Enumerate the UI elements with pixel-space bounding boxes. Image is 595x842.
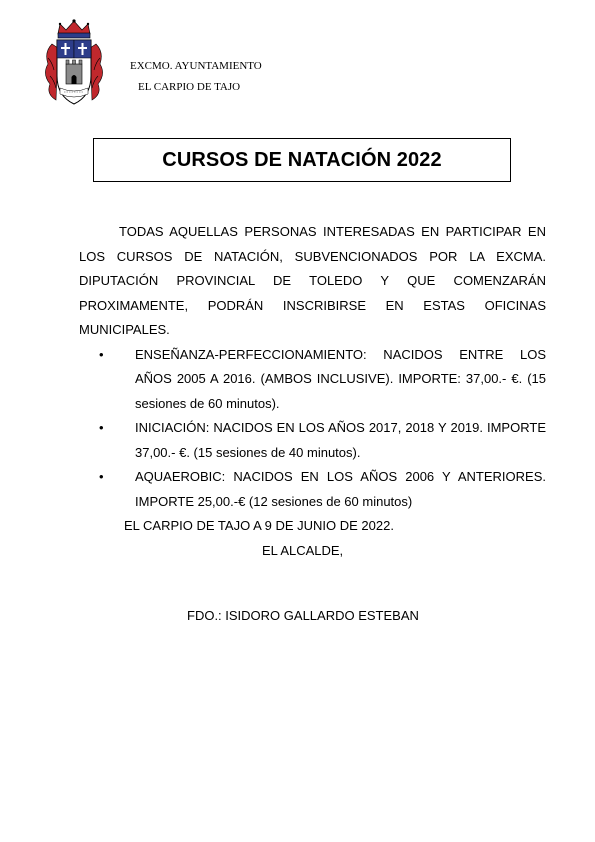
- header-line-ayuntamiento: EXCMO. AYUNTAMIENTO: [130, 60, 262, 72]
- intro-paragraph: TODAS AQUELLAS PERSONAS INTERESADAS EN PARTICIPAR EN LOS CURSOS DE NATACIÓN, SUBVENCIONADOS POR LA EXCMA. DIPUTACIÓN PROVINCIAL DE TOLEDO Y QUE COMENZARÁN PROXIMAMENTE, PODRÁN INSCRIBIRSE EN ESTAS OFICINAS MUNICIPALES.: [79, 224, 546, 337]
- header-line-town: EL CARPIO DE TAJO: [138, 81, 241, 93]
- list-item: [79, 343, 546, 417]
- municipal-crest-logo: [42, 18, 106, 110]
- bullet-icon: •: [99, 420, 104, 435]
- bullet-icon: •: [99, 346, 104, 362]
- signature-date: EL CARPIO DE TAJO A 9 DE JUNIO DE 2022.: [124, 518, 394, 533]
- page-title: CURSOS DE NATACIÓN 2022: [162, 148, 442, 171]
- list-item: [79, 416, 546, 465]
- course-text: INICIACIÓN: NACIDOS EN LOS AÑOS 2017, 2018 Y 2019. IMPORTE 37,00.- €. (15 sesiones de 40 minutos).: [135, 420, 546, 460]
- course-list: [79, 343, 546, 515]
- announcement-body: [79, 220, 546, 563]
- title-box: [93, 138, 511, 182]
- signature-name: FDO.: ISIDORO GALLARDO ESTEBAN: [187, 608, 419, 623]
- list-item: [79, 465, 546, 514]
- course-text: AQUAEROBIC: NACIDOS EN LOS AÑOS 2006 Y ANTERIORES. IMPORTE 25,00.-€ (12 sesiones de 60 minutos): [135, 469, 546, 509]
- crown-icon: [58, 19, 90, 38]
- signature-role: EL ALCALDE,: [262, 542, 344, 558]
- bullet-icon: •: [99, 469, 104, 484]
- municipality-header: [130, 56, 262, 98]
- castle-icon: [66, 60, 82, 84]
- course-text: ENSEÑANZA-PERFECCIONAMIENTO: NACIDOS ENTRE LOS AÑOS 2005 A 2016. (AMBOS INCLUSIVE). IMPORTE: 37,00.- €. (15 sesiones de 60 minutos).: [135, 346, 546, 411]
